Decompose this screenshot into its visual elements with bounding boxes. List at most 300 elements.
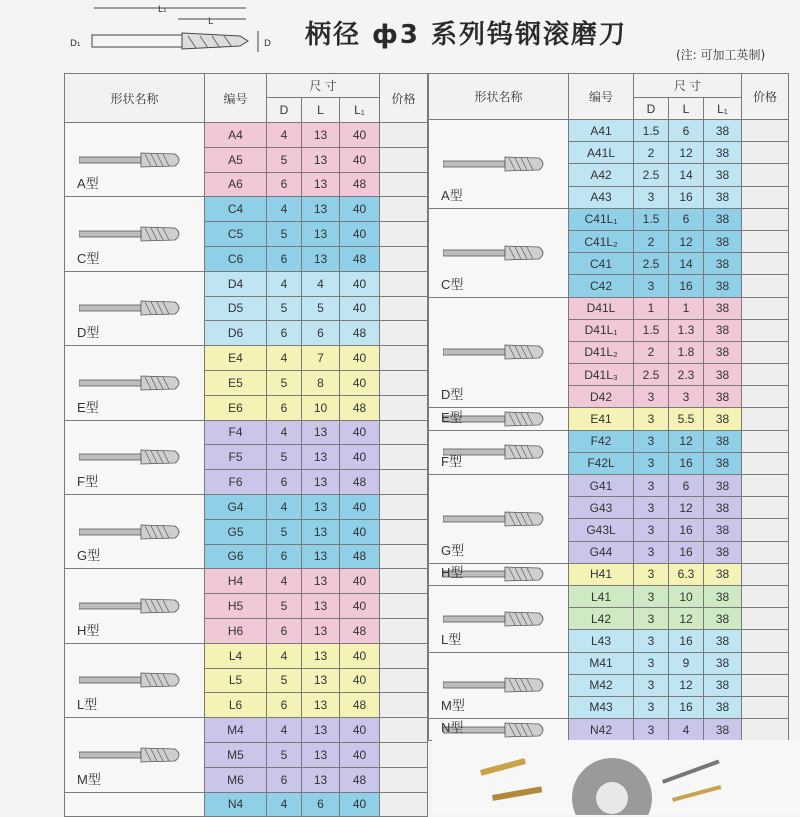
price-cell xyxy=(380,767,428,792)
code-cell: N4 xyxy=(205,792,267,817)
left-shape-cell xyxy=(65,718,205,792)
d-cell: 4 xyxy=(267,420,302,445)
l1-cell: 38 xyxy=(704,719,742,741)
l-cell: 6 xyxy=(669,475,704,497)
l-cell: 13 xyxy=(302,519,340,544)
header-l1: L₁ xyxy=(704,98,742,120)
code-cell: E41 xyxy=(569,408,634,430)
price-cell xyxy=(380,519,428,544)
shape-label: C型 xyxy=(441,276,464,292)
left-shape-cell xyxy=(65,494,205,568)
code-cell: M4 xyxy=(205,718,267,743)
code-cell: L5 xyxy=(205,668,267,693)
shape-label: D型 xyxy=(441,387,464,403)
price-cell xyxy=(742,319,789,341)
l1-cell: 48 xyxy=(340,544,380,569)
tool-drawing xyxy=(79,373,189,393)
tool-drawing xyxy=(443,154,553,174)
code-cell: G43L xyxy=(569,519,634,541)
table-row xyxy=(429,120,789,142)
code-cell: D42 xyxy=(569,386,634,408)
tool-drawing xyxy=(443,509,553,529)
header-price: 价格 xyxy=(742,74,789,120)
diagram-d-label: D xyxy=(264,39,271,49)
tool-drawing xyxy=(79,596,189,616)
price-cell xyxy=(742,674,789,696)
dimension-diagram xyxy=(68,2,288,62)
l1-cell: 48 xyxy=(340,395,380,420)
code-cell: M6 xyxy=(205,767,267,792)
code-cell: F42 xyxy=(569,430,634,452)
price-cell xyxy=(742,719,789,741)
l1-cell: 38 xyxy=(704,297,742,319)
code-cell: F4 xyxy=(205,420,267,445)
right-shape-cell xyxy=(429,652,569,719)
table-row xyxy=(65,792,428,817)
l1-cell: 40 xyxy=(340,792,380,817)
price-cell xyxy=(742,630,789,652)
l-cell: 4 xyxy=(302,271,340,296)
l1-cell: 40 xyxy=(340,296,380,321)
l1-cell: 38 xyxy=(704,674,742,696)
d-cell: 6 xyxy=(267,693,302,718)
right-shape-cell xyxy=(429,585,569,652)
right-shape-cell xyxy=(429,208,569,297)
l-cell: 13 xyxy=(302,420,340,445)
l-cell: 6.3 xyxy=(669,563,704,585)
l1-cell: 38 xyxy=(704,652,742,674)
l-cell: 13 xyxy=(302,172,340,197)
price-cell xyxy=(742,164,789,186)
left-shape-cell xyxy=(65,569,205,643)
l-cell: 12 xyxy=(669,430,704,452)
right-shape-cell xyxy=(429,475,569,564)
table-row xyxy=(429,408,789,430)
price-cell xyxy=(380,147,428,172)
d-cell: 6 xyxy=(267,618,302,643)
code-cell: L42 xyxy=(569,608,634,630)
l-cell: 3 xyxy=(669,386,704,408)
shape-label: F型 xyxy=(441,454,462,469)
right-spec-table xyxy=(428,73,789,741)
price-cell xyxy=(380,296,428,321)
l-cell: 13 xyxy=(302,197,340,222)
d-cell: 4 xyxy=(267,271,302,296)
table-row xyxy=(65,569,428,594)
l-cell: 13 xyxy=(302,569,340,594)
code-cell: D6 xyxy=(205,321,267,346)
shape-label: M型 xyxy=(77,771,101,787)
code-cell: M5 xyxy=(205,742,267,767)
code-cell: M42 xyxy=(569,674,634,696)
code-cell: G44 xyxy=(569,541,634,563)
code-cell: L6 xyxy=(205,693,267,718)
l1-cell: 40 xyxy=(340,519,380,544)
price-cell xyxy=(742,297,789,319)
price-cell xyxy=(380,346,428,371)
l-cell: 16 xyxy=(669,630,704,652)
l-cell: 1 xyxy=(669,297,704,319)
shape-label: E型 xyxy=(441,409,463,425)
price-cell xyxy=(380,742,428,767)
diagram-l1-label: L₁ xyxy=(158,5,167,15)
code-cell: C5 xyxy=(205,222,267,247)
price-cell xyxy=(742,519,789,541)
shape-label: H型 xyxy=(441,564,464,580)
code-cell: L4 xyxy=(205,643,267,668)
price-cell xyxy=(742,430,789,452)
l-cell: 6 xyxy=(302,321,340,346)
tool-drawing xyxy=(79,745,189,765)
price-cell xyxy=(742,120,789,142)
header-l: L xyxy=(669,98,704,120)
left-shape-cell xyxy=(65,271,205,345)
l-cell: 2.3 xyxy=(669,364,704,386)
header-price: 价格 xyxy=(380,74,428,123)
l-cell: 13 xyxy=(302,494,340,519)
l1-cell: 38 xyxy=(704,164,742,186)
code-cell: A5 xyxy=(205,147,267,172)
d-cell: 2.5 xyxy=(634,253,669,275)
d-cell: 5 xyxy=(267,742,302,767)
price-cell xyxy=(380,693,428,718)
tool-drawing xyxy=(79,224,189,244)
l1-cell: 40 xyxy=(340,668,380,693)
table-row xyxy=(65,420,428,445)
l1-cell: 40 xyxy=(340,271,380,296)
table-row xyxy=(65,494,428,519)
d-cell: 6 xyxy=(267,470,302,495)
l-cell: 16 xyxy=(669,275,704,297)
d-cell: 3 xyxy=(634,719,669,741)
tool-drawing xyxy=(79,447,189,467)
price-cell xyxy=(380,321,428,346)
price-cell xyxy=(380,544,428,569)
l1-cell: 38 xyxy=(704,475,742,497)
l-cell: 14 xyxy=(669,253,704,275)
note-text: (注: 可加工英制) xyxy=(676,48,766,62)
price-cell xyxy=(742,142,789,164)
l-cell: 13 xyxy=(302,693,340,718)
shape-label: F型 xyxy=(77,473,98,489)
price-cell xyxy=(380,668,428,693)
l-cell: 12 xyxy=(669,230,704,252)
shape-label: A型 xyxy=(441,187,463,203)
left-shape-cell xyxy=(65,420,205,494)
shape-label: H型 xyxy=(77,622,100,638)
table-row xyxy=(65,643,428,668)
price-cell xyxy=(742,341,789,363)
l-cell: 7 xyxy=(302,346,340,371)
right-shape-cell xyxy=(429,120,569,209)
l1-cell: 38 xyxy=(704,120,742,142)
code-cell: E4 xyxy=(205,346,267,371)
l1-cell: 38 xyxy=(704,341,742,363)
d-cell: 3 xyxy=(634,430,669,452)
d-cell: 1.5 xyxy=(634,319,669,341)
d-cell: 3 xyxy=(634,696,669,718)
left-shape-cell xyxy=(65,643,205,717)
l1-cell: 38 xyxy=(704,696,742,718)
d-cell: 4 xyxy=(267,494,302,519)
tool-drawing xyxy=(443,675,553,695)
l-cell: 12 xyxy=(669,608,704,630)
d-cell: 3 xyxy=(634,630,669,652)
shape-label: G型 xyxy=(441,542,465,558)
price-cell xyxy=(742,253,789,275)
code-cell: F5 xyxy=(205,445,267,470)
code-cell: G5 xyxy=(205,519,267,544)
table-row xyxy=(429,585,789,607)
d-cell: 2.5 xyxy=(634,364,669,386)
price-cell xyxy=(380,420,428,445)
header-shape: 形状名称 xyxy=(429,74,569,120)
price-cell xyxy=(380,123,428,148)
table-row xyxy=(65,197,428,222)
price-cell xyxy=(742,563,789,585)
code-cell: A42 xyxy=(569,164,634,186)
code-cell: E6 xyxy=(205,395,267,420)
l-cell: 6 xyxy=(302,792,340,817)
d-cell: 5 xyxy=(267,445,302,470)
l-cell: 13 xyxy=(302,147,340,172)
l1-cell: 48 xyxy=(340,767,380,792)
d-cell: 5 xyxy=(267,296,302,321)
l-cell: 13 xyxy=(302,123,340,148)
d-cell: 1 xyxy=(634,297,669,319)
l-cell: 6 xyxy=(669,208,704,230)
d-cell: 3 xyxy=(634,452,669,474)
table-row xyxy=(65,346,428,371)
l1-cell: 38 xyxy=(704,142,742,164)
table-row xyxy=(429,430,789,452)
d-cell: 1.5 xyxy=(634,208,669,230)
price-cell xyxy=(380,246,428,271)
l-cell: 6 xyxy=(669,120,704,142)
price-cell xyxy=(380,718,428,743)
d-cell: 6 xyxy=(267,321,302,346)
l-cell: 16 xyxy=(669,519,704,541)
l1-cell: 40 xyxy=(340,123,380,148)
shape-label: E型 xyxy=(77,399,99,415)
l1-cell: 38 xyxy=(704,452,742,474)
l1-cell: 38 xyxy=(704,208,742,230)
header-l1: L₁ xyxy=(340,98,380,123)
left-shape-cell xyxy=(65,346,205,420)
code-cell: G4 xyxy=(205,494,267,519)
l1-cell: 40 xyxy=(340,197,380,222)
code-cell: H41 xyxy=(569,563,634,585)
l-cell: 13 xyxy=(302,222,340,247)
d-cell: 4 xyxy=(267,123,302,148)
left-shape-cell xyxy=(65,197,205,271)
l-cell: 13 xyxy=(302,246,340,271)
l1-cell: 40 xyxy=(340,222,380,247)
code-cell: D5 xyxy=(205,296,267,321)
l-cell: 5 xyxy=(302,296,340,321)
d-cell: 1.5 xyxy=(634,120,669,142)
d-cell: 3 xyxy=(634,585,669,607)
l1-cell: 38 xyxy=(704,408,742,430)
header-code: 编号 xyxy=(205,74,267,123)
l1-cell: 40 xyxy=(340,445,380,470)
d-cell: 3 xyxy=(634,608,669,630)
l-cell: 14 xyxy=(669,164,704,186)
d-cell: 6 xyxy=(267,172,302,197)
code-cell: A41 xyxy=(569,120,634,142)
d-cell: 5 xyxy=(267,222,302,247)
l1-cell: 40 xyxy=(340,420,380,445)
code-cell: C41 xyxy=(569,253,634,275)
price-cell xyxy=(380,222,428,247)
d-cell: 6 xyxy=(267,246,302,271)
l-cell: 4 xyxy=(669,719,704,741)
l1-cell: 40 xyxy=(340,147,380,172)
l1-cell: 38 xyxy=(704,519,742,541)
price-cell xyxy=(742,275,789,297)
right-shape-cell xyxy=(429,563,569,585)
l-cell: 1.8 xyxy=(669,341,704,363)
price-cell xyxy=(380,395,428,420)
l-cell: 10 xyxy=(669,585,704,607)
d-cell: 3 xyxy=(634,674,669,696)
d-cell: 5 xyxy=(267,147,302,172)
tool-drawing xyxy=(79,150,189,170)
code-cell: C41L₂ xyxy=(569,230,634,252)
l-cell: 5.5 xyxy=(669,408,704,430)
d-cell: 3 xyxy=(634,519,669,541)
l-cell: 1.3 xyxy=(669,319,704,341)
left-spec-table xyxy=(64,73,428,817)
table-row xyxy=(429,719,789,741)
l-cell: 10 xyxy=(302,395,340,420)
price-cell xyxy=(380,370,428,395)
table-row xyxy=(65,123,428,148)
d-cell: 4 xyxy=(267,718,302,743)
d-cell: 6 xyxy=(267,767,302,792)
table-row xyxy=(429,208,789,230)
l1-cell: 38 xyxy=(704,364,742,386)
right-shape-cell xyxy=(429,430,569,474)
l-cell: 13 xyxy=(302,594,340,619)
l1-cell: 38 xyxy=(704,430,742,452)
header-size: 尺 寸 xyxy=(267,74,380,98)
l1-cell: 40 xyxy=(340,742,380,767)
table-row xyxy=(65,718,428,743)
diagram-l-label: L xyxy=(208,17,214,27)
code-cell: A4 xyxy=(205,123,267,148)
d-cell: 4 xyxy=(267,792,302,817)
code-cell: G41 xyxy=(569,475,634,497)
price-cell xyxy=(742,386,789,408)
l1-cell: 48 xyxy=(340,470,380,495)
l-cell: 16 xyxy=(669,452,704,474)
price-cell xyxy=(742,652,789,674)
code-cell: G43 xyxy=(569,497,634,519)
l1-cell: 48 xyxy=(340,246,380,271)
l-cell: 13 xyxy=(302,767,340,792)
l1-cell: 38 xyxy=(704,630,742,652)
d-cell: 2 xyxy=(634,142,669,164)
d-cell: 2 xyxy=(634,341,669,363)
d-cell: 2 xyxy=(634,230,669,252)
price-cell xyxy=(742,608,789,630)
price-cell xyxy=(742,186,789,208)
header-code: 编号 xyxy=(569,74,634,120)
tool-drawing xyxy=(443,609,553,629)
d-cell: 3 xyxy=(634,275,669,297)
price-cell xyxy=(380,470,428,495)
code-cell: D4 xyxy=(205,271,267,296)
l1-cell: 40 xyxy=(340,718,380,743)
l1-cell: 38 xyxy=(704,186,742,208)
d-cell: 3 xyxy=(634,475,669,497)
l-cell: 13 xyxy=(302,618,340,643)
d-cell: 3 xyxy=(634,186,669,208)
code-cell: A43 xyxy=(569,186,634,208)
price-cell xyxy=(742,364,789,386)
product-photo xyxy=(432,740,800,815)
price-cell xyxy=(742,497,789,519)
l-cell: 8 xyxy=(302,370,340,395)
right-shape-cell xyxy=(429,297,569,408)
d-cell: 5 xyxy=(267,370,302,395)
d-cell: 2.5 xyxy=(634,164,669,186)
d-cell: 3 xyxy=(634,497,669,519)
page-title: 柄径 ф3 系列钨钢滚磨刀 xyxy=(305,20,627,50)
l1-cell: 38 xyxy=(704,253,742,275)
l1-cell: 40 xyxy=(340,346,380,371)
l1-cell: 48 xyxy=(340,693,380,718)
l1-cell: 38 xyxy=(704,275,742,297)
price-cell xyxy=(742,230,789,252)
d-cell: 4 xyxy=(267,569,302,594)
d-cell: 6 xyxy=(267,544,302,569)
d-cell: 3 xyxy=(634,652,669,674)
header-l: L xyxy=(302,98,340,123)
code-cell: A6 xyxy=(205,172,267,197)
shape-label: A型 xyxy=(77,176,99,192)
table-row xyxy=(429,475,789,497)
header-shape: 形状名称 xyxy=(65,74,205,123)
code-cell: M41 xyxy=(569,652,634,674)
l-cell: 13 xyxy=(302,668,340,693)
code-cell: L43 xyxy=(569,630,634,652)
left-shape-cell xyxy=(65,123,205,197)
price-cell xyxy=(380,445,428,470)
l1-cell: 38 xyxy=(704,541,742,563)
d-cell: 3 xyxy=(634,541,669,563)
code-cell: A41L xyxy=(569,142,634,164)
price-cell xyxy=(742,408,789,430)
code-cell: F42L xyxy=(569,452,634,474)
table-row xyxy=(65,271,428,296)
l-cell: 16 xyxy=(669,696,704,718)
shape-label: C型 xyxy=(77,250,100,266)
code-cell: N42 xyxy=(569,719,634,741)
shape-label: M型 xyxy=(441,698,465,714)
l1-cell: 48 xyxy=(340,618,380,643)
code-cell: G6 xyxy=(205,544,267,569)
code-cell: H4 xyxy=(205,569,267,594)
d-cell: 6 xyxy=(267,395,302,420)
price-cell xyxy=(380,172,428,197)
price-cell xyxy=(742,585,789,607)
d-cell: 5 xyxy=(267,668,302,693)
price-cell xyxy=(380,618,428,643)
price-cell xyxy=(380,569,428,594)
l1-cell: 40 xyxy=(340,370,380,395)
